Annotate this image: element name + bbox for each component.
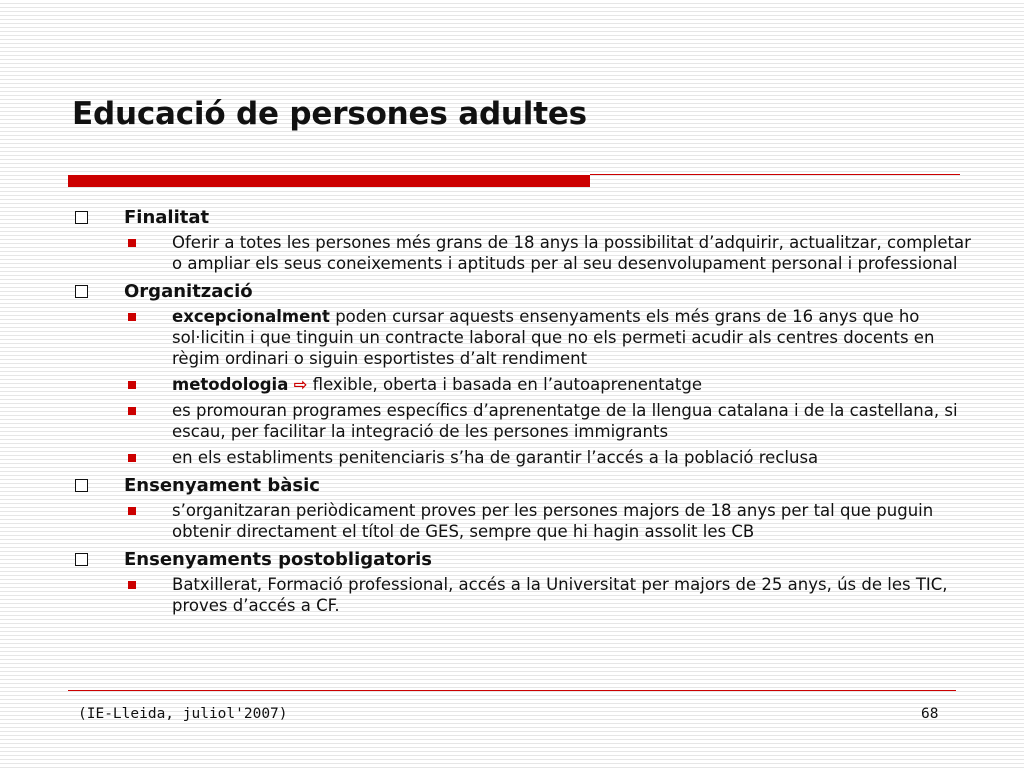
hollow-square-bullet-icon [75,553,88,566]
list-item: excepcionalment poden cursar aquests ensenyaments els més grans de 16 anys que ho sol·licitin i que tinguin un contracte laboral que no els permeti acudir als centres docents en règim ordinari o siguin esportistes d’alt rendiment [72,306,977,369]
hollow-square-bullet-icon [75,479,88,492]
list-item: Oferir a totes les persones més grans de 18 anys la possibilitat d’adquirir, actualitzar, completar o ampliar els seus coneixements i aptituds per al seu desenvolupament personal i professional [72,232,977,274]
section-heading: Organització [72,279,982,304]
footer-divider [68,690,956,691]
footer-source: (IE-Lleida, juliol'2007) [78,706,288,722]
list-item: s’organitzaran periòdicament proves per les persones majors de 18 anys per tal que puguin obtenir directament el títol de GES, sempre que hi hagin assolit les CB [72,500,977,542]
red-square-bullet-icon [128,581,136,589]
title-underline-thin [590,174,960,175]
title-underline-thick [68,175,590,187]
red-square-bullet-icon [128,454,136,462]
section-organitzacio [72,279,982,468]
hollow-square-bullet-icon [75,211,88,224]
list-item: Batxillerat, Formació professional, accés a la Universitat per majors de 25 anys, ús de les TIC, proves d’accés a CF. [72,574,977,616]
red-square-bullet-icon [128,381,136,389]
red-square-bullet-icon [128,239,136,247]
list-item: es promouran programes específics d’aprenentatge de la llengua catalana i de la castellana, si escau, per facilitar la integració de les persones immigrants [72,400,977,442]
list-item: metodologia ⇨ flexible, oberta i basada en l’autoaprenentatge [72,374,977,395]
section-heading: Finalitat [72,205,982,230]
hollow-square-bullet-icon [75,285,88,298]
slide-title: Educació de persones adultes [72,96,587,132]
red-square-bullet-icon [128,313,136,321]
section-heading: Ensenyaments postobligatoris [72,547,982,572]
section-ensenyament-basic [72,473,982,542]
slide-content [72,203,982,621]
page-number: 68 [921,706,939,722]
section-ensenyaments-postobligatoris [72,547,982,616]
section-heading: Ensenyament bàsic [72,473,982,498]
right-arrow-icon: ⇨ [293,375,308,394]
list-item: en els establiments penitenciaris s’ha de garantir l’accés a la població reclusa [72,447,977,468]
red-square-bullet-icon [128,407,136,415]
red-square-bullet-icon [128,507,136,515]
section-finalitat [72,205,982,274]
